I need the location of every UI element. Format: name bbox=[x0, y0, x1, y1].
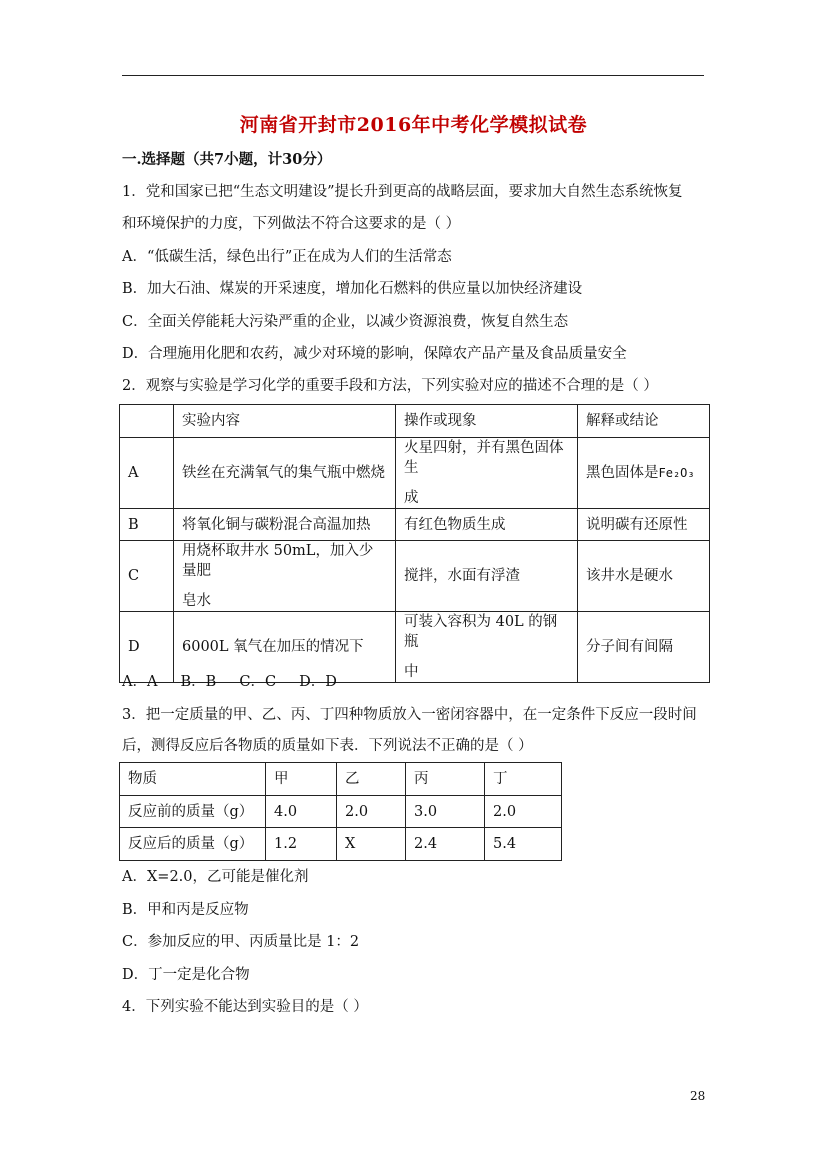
conclusion-cell: 说明碳有还原性 bbox=[578, 509, 710, 541]
row-label: D bbox=[120, 612, 174, 683]
table-row bbox=[120, 828, 562, 861]
q1-stem-line1: 1．党和国家已把“生态文明建设”提长升到更高的战略层面，要求加大自然生态系统恢复 bbox=[122, 184, 683, 200]
q2-options: A．A B．B C．C D．D bbox=[122, 674, 337, 690]
page-number: 28 bbox=[690, 1089, 706, 1103]
op-cell: 有红色物质生成 bbox=[396, 509, 578, 541]
table-row bbox=[120, 612, 710, 683]
q3-option-d: D．丁一定是化合物 bbox=[122, 967, 250, 983]
content-cell: 铁丝在充满氧气的集气瓶中燃烧 bbox=[174, 438, 396, 509]
q2-table bbox=[119, 404, 710, 683]
q2-stem: 2．观察与实验是学习化学的重要手段和方法，下列实验对应的描述不合理的是（ ） bbox=[122, 378, 658, 394]
cell: 3.0 bbox=[406, 796, 485, 828]
q3-option-c: C．参加反应的甲、丙质量比是 1：2 bbox=[122, 934, 360, 950]
q3-header-row bbox=[120, 763, 562, 796]
conclusion-text: 黑色固体是 bbox=[586, 465, 659, 481]
table-row bbox=[120, 541, 710, 612]
cell: 4.0 bbox=[266, 796, 337, 828]
formula: Fe₂O₃ bbox=[658, 466, 695, 480]
header-cell: 解释或结论 bbox=[578, 405, 710, 438]
op-cell: 搅拌，水面有浮渣 bbox=[396, 541, 578, 612]
header-cell: 丁 bbox=[485, 763, 562, 796]
cell: 2.4 bbox=[406, 828, 485, 861]
cell: 反应后的质量（g） bbox=[120, 828, 266, 861]
conclusion-cell bbox=[578, 438, 710, 509]
cell: 反应前的质量（g） bbox=[120, 796, 266, 828]
q3-stem-line1: 3．把一定质量的甲、乙、丙、丁四种物质放入一密闭容器中，在一定条件下反应一段时间 bbox=[122, 707, 697, 723]
conclusion-cell: 该井水是硬水 bbox=[578, 541, 710, 612]
header-cell: 甲 bbox=[266, 763, 337, 796]
q3-option-b: B．甲和丙是反应物 bbox=[122, 902, 249, 918]
row-label: B bbox=[120, 509, 174, 541]
row-label: C bbox=[120, 541, 174, 612]
content-line1: 用烧杯取井水 50mL，加入少量肥 bbox=[182, 543, 374, 579]
content-cell bbox=[174, 541, 396, 612]
op-line2: 中 bbox=[404, 664, 419, 680]
q1-option-d: D．合理施用化肥和农药，减少对环境的影响，保障农产品产量及食品质量安全 bbox=[122, 346, 627, 362]
q3-stem-line2: 后，测得反应后各物质的质量如下表．下列说法不正确的是（ ） bbox=[122, 738, 533, 754]
header-cell: 物质 bbox=[120, 763, 266, 796]
content-cell: 6000L 氧气在加压的情况下 bbox=[174, 612, 396, 683]
q2-header-row bbox=[120, 405, 710, 438]
header-rule bbox=[122, 75, 704, 76]
q1-option-a: A．“低碳生活，绿色出行”正在成为人们的生活常态 bbox=[122, 249, 452, 265]
q1-stem-line2: 和环境保护的力度，下列做法不符合这要求的是（ ） bbox=[122, 216, 461, 232]
op-cell bbox=[396, 438, 578, 509]
op-cell bbox=[396, 612, 578, 683]
q4-stem: 4．下列实验不能达到实验目的是（ ） bbox=[122, 999, 368, 1015]
header-cell: 丙 bbox=[406, 763, 485, 796]
op-line1: 可装入容积为 40L 的钢瓶 bbox=[404, 614, 558, 650]
row-label: A bbox=[120, 438, 174, 509]
q1-option-c: C．全面关停能耗大污染严重的企业，以减少资源浪费，恢复自然生态 bbox=[122, 314, 569, 330]
header-cell: 实验内容 bbox=[174, 405, 396, 438]
q3-option-a: A．X=2.0，乙可能是催化剂 bbox=[122, 869, 309, 885]
table-row bbox=[120, 796, 562, 828]
table-row bbox=[120, 509, 710, 541]
header-cell: 乙 bbox=[337, 763, 406, 796]
op-line1: 火星四射，并有黑色固体生 bbox=[404, 440, 564, 476]
content-line2: 皂水 bbox=[182, 593, 211, 609]
conclusion-cell: 分子间有间隔 bbox=[578, 612, 710, 683]
q1-option-b: B．加大石油、煤炭的开采速度，增加化石燃料的供应量以加快经济建设 bbox=[122, 281, 583, 297]
q3-table bbox=[119, 762, 562, 861]
header-cell: 操作或现象 bbox=[396, 405, 578, 438]
page-title: 河南省开封市2016年中考化学模拟试卷 bbox=[239, 114, 588, 136]
header-cell bbox=[120, 405, 174, 438]
cell: 2.0 bbox=[337, 796, 406, 828]
section-heading: 一.选择题（共7小题，计30分） bbox=[122, 151, 332, 168]
cell: 1.2 bbox=[266, 828, 337, 861]
cell: 5.4 bbox=[485, 828, 562, 861]
content-cell: 将氧化铜与碳粉混合高温加热 bbox=[174, 509, 396, 541]
cell: 2.0 bbox=[485, 796, 562, 828]
op-line2: 成 bbox=[404, 490, 419, 506]
cell: X bbox=[337, 828, 406, 861]
table-row bbox=[120, 438, 710, 509]
